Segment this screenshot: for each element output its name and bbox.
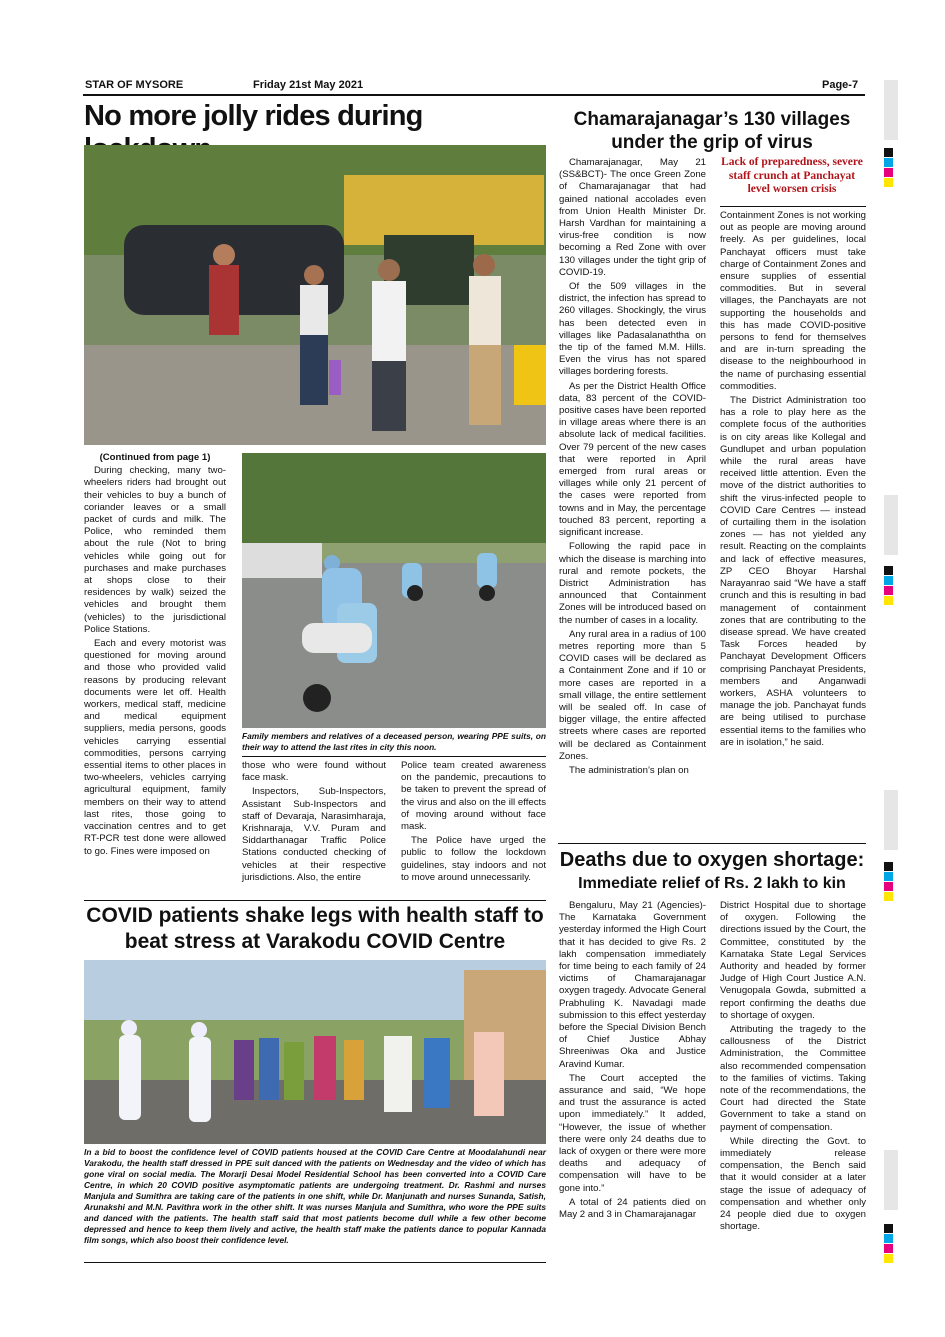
jolly-rides-col1 xyxy=(84,452,226,860)
page-number: Page-7 xyxy=(822,79,859,91)
paragraph: While directing the Govt. to immediately release compensation, the Bench said that it would consider at a later stage the issue of adequacy of compensation and whether only 24 people died due to oxygen shortage. xyxy=(720,1135,866,1233)
chamarajanagar-subhead: Lack of preparedness, severe staff crunch at Panchayat level worsen crisis xyxy=(721,156,863,195)
registration-cyan xyxy=(884,872,893,881)
ppe-riders-caption: Family members and relatives of a deceased person, wearing PPE suits, on their way to attend the last rites in city this noon. xyxy=(242,731,546,752)
headline-oxygen-deaths: Deaths due to oxygen shortage: xyxy=(559,849,865,871)
margin-gray-bar xyxy=(884,495,898,555)
section-rule xyxy=(558,843,866,844)
chamarajanagar-col2 xyxy=(720,210,866,751)
paragraph: As per the District Health Office data, 83 percent of the COVID-positive cases have been reported in village areas where there is an absolute lack of medical facilities. Over 79 percent of the new cases that were reported in April emerged from rural areas or villages while only 21 percent of the cases were reported from towns and in May, the percentage touched 83 percent, reporting a significant increase. xyxy=(559,380,706,539)
paragraph: The administration’s plan on xyxy=(569,764,689,776)
registration-yellow xyxy=(884,596,893,605)
paragraph: Attributing the tragedy to the callousness of the District Administration, the Committee also recommended compensation to the families of victims. Taking note of the recommendations, the Court had directed the State Government to take a stand on payment of compensation. xyxy=(720,1024,866,1133)
paragraph: Bengaluru, May 21 (Agencies)- The Karnataka Government yesterday informed the High Court that it has decided to give Rs. 2 lakh compensation immediately for time being to each family of 24 victims of Chamarajanagar oxygen tragedy. Advocate General Prabhuling K. Navadagi made submission to this effect yesterday before the Special Division Bench of Chief Justice Abhay Shreeniwas Oka and Justice Aravind Kumar. xyxy=(559,900,706,1070)
oxygen-col2 xyxy=(720,900,866,1235)
registration-black xyxy=(884,148,893,157)
paragraph: Of the 509 villages in the district, the infection has spread to 260 villages. Shockingly, the virus has been detected even in villages like Padasalanaththa on the tip of the famed M.M. Hills. Even the virus has not spared villages bordering forests. xyxy=(559,281,706,378)
registration-magenta xyxy=(884,168,893,177)
headline-chamarajanagar: Chamarajanagar’s 130 villages under the grip of virus xyxy=(573,109,851,153)
registration-cyan xyxy=(884,576,893,585)
registration-yellow xyxy=(884,178,893,187)
paragraph: Any rural area in a radius of 100 metres reporting more than 5 COVID cases will be declared as a Containment Zone and if 10 or more cases are reported in a small village, the entire settlement will be sealed off. In case of bigger village, the entire affected streets where cases are reported will be declared as Containment Zones. xyxy=(559,628,706,762)
chamarajanagar-col1 xyxy=(559,157,706,779)
traffic-checkpoint-photo xyxy=(84,145,546,445)
paragraph: those who were found without face mask. xyxy=(242,760,386,784)
paragraph: District Hospital due to shortage of oxygen. Following the directions issued by the Court, the Committee, constituted by the Karnataka State Legal Services Authority and headed by former Judge of High Court Justice A.N. Venugopala Gowda, submitted a report confirming the deaths due to shortage of oxygen. xyxy=(720,900,866,1021)
margin-gray-bar xyxy=(884,80,898,140)
margin-gray-bar xyxy=(884,790,898,850)
paper-name: STAR OF MYSORE xyxy=(85,79,184,91)
registration-magenta xyxy=(884,586,893,595)
covid-dance-caption: In a bid to boost the confidence level of COVID patients housed at the COVID Care Centre at Moodalahundi near Varakodu, the health staff dressed in PPE suit danced with the patients on Wednesday and the video of which has gone viral on social media. The Morarji Desai Model Residential School has been converted into a COVID Care Centre, in which 20 COVID positive asymptomatic patients are undergoing treatment. Dr. Rashmi and nurses Manjula and Sumithra are taking care of the patients in one shift, while Dr. Manjunath and nurses Sunanda, Satish, Arunakshi and M.N. Pavithra work in the other shift. It was nurses Manjula and Sumithra, who wore the PPE suits and danced with the patients. The health staff said that most patients become dull while a few other become depressed and hence to keep them lively and active, the health staff make the patients dance to popular Kannada film songs, which also boost their confidence level. xyxy=(84,1147,546,1245)
registration-yellow xyxy=(884,892,893,901)
headline-covid-dance: COVID patients shake legs with health staff to beat stress at Varakodu COVID Centre xyxy=(86,904,544,953)
continued-note: (Continued from page 1) xyxy=(99,452,211,463)
paragraph: Inspectors, Sub-Inspectors, Assistant Sub-Inspectors and staff of Devaraja, Narasimharaja, Krishnaraja, V.V. Puram and Siddarthanagar Traffic Police Stations conducted checking of vehicles at their respective jurisdictions. Also, the entire xyxy=(242,786,386,883)
paragraph: Chamarajanagar, May 21 (SS&BCT)- The once Green Zone of Chamarajanagar that had gained national accolades even from Union Health Minister Dr. Harsh Vardhan for maintaining a virus-free condition is now becoming a Red Zone with over 130 villages under the tight grip of COVID-19. xyxy=(559,157,706,278)
oxygen-col1 xyxy=(559,900,706,1223)
ppe-riders-photo xyxy=(242,453,546,728)
registration-black xyxy=(884,566,893,575)
section-rule xyxy=(84,900,546,901)
margin-gray-bar xyxy=(884,1150,898,1210)
paragraph: The Police have urged the public to follow the lockdown guidelines, stay indoors and not to move around unnecessarily. xyxy=(401,835,546,883)
paragraph: Following the rapid pace in which the disease is marching into rural and remote pockets, the District Administration has announced that Containment Zones will be introduced based on the number of cases in a locality. xyxy=(559,541,706,626)
covid-dance-photo xyxy=(84,960,546,1144)
caption-rule xyxy=(242,756,546,757)
subhead-rule xyxy=(720,206,866,207)
registration-magenta xyxy=(884,882,893,891)
jolly-rides-col2 xyxy=(242,760,386,886)
paragraph: Each and every motorist was questioned for moving around and those who provided valid reasons by producing relevant documents were let off. Health workers, medical staff, medicine and medical equipment suppliers, media persons, goods vehicles carrying essential commodities, persons carrying essential items to other places in two-wheelers, vehicles carrying agricultural equipment, family members on their way to attend last rites, those going to vaccination centres and to get RT-PCR test done were allowed to go. Fines were imposed on xyxy=(84,638,226,857)
oxygen-subhead: Immediate relief of Rs. 2 lakh to kin xyxy=(578,875,846,892)
headline-jolly-rides: No more jolly rides during xyxy=(84,100,423,132)
caption-rule xyxy=(84,1262,546,1263)
paragraph: Containment Zones is not working out as people are moving around freely. As per guidelines, local Panchayat officers must take charge of Containment Zones and ensure supplies of essential commodities. But in several villages, the Panchayats are not supporting the households and this has made COVID-positive persons to fend for themselves and are in-turn spreading the disease to the neighbourhood in the name of purchasing essential commodities. xyxy=(720,210,866,392)
registration-yellow xyxy=(884,1254,893,1263)
masthead-rule xyxy=(83,94,865,96)
registration-black xyxy=(884,1224,893,1233)
issue-date: Friday 21st May 2021 xyxy=(253,79,364,91)
paragraph: A total of 24 patients died on May 2 and 3 in Chamarajanagar xyxy=(559,1196,706,1221)
registration-cyan xyxy=(884,1234,893,1243)
registration-cyan xyxy=(884,158,893,167)
jolly-rides-col3 xyxy=(401,760,546,886)
paragraph: The Court accepted the assurance and said, “We hope and trust the assurance is acted upon immediately.” It added, “However, the issue of whether there were only 24 deaths due to lack of oxygen or there were more deaths and adequacy of compensation will have to be gone into.” xyxy=(559,1072,706,1194)
paragraph: Police team created awareness on the pandemic, precautions to be taken to prevent the spread of the virus and also on the ill effects of moving around without face mask. xyxy=(401,760,546,833)
paragraph: During checking, many two-wheelers riders had brought out their vehicles to buy a bunch of coriander leaves or a small packet of curds and milk. The Police, who reminded them about the rule (Not to bring vehicles while going out for purchases and make purchases at shops close to their residences by walk) seized the vehicles and brought them (vehicles) to the jurisdictional Police Stations. xyxy=(84,465,226,635)
registration-black xyxy=(884,862,893,871)
registration-magenta xyxy=(884,1244,893,1253)
paragraph: The District Administration too has a role to play here as the complete focus of the authorities is on city areas like Kollegal and Gundlupet and urban population while the rural areas have received little attention. Even the move of the district authorities to shift the virus-infected people to COVID Care Centres — instead of curtailing them in the isolation zones — has not yielded any result. Reacting on the complaints and lack of effective measures, ZP CEO Bhoyar Harshal Narayanrao said “We have a staff crunch and this is resulting in bad management of containment zones that are contributing to the disease spread. We have created Task Forces headed by Panchayat Development Officers comprising Panchayat Presidents, members and Anganwadi workers, ASHA volunteers to manage the job. Panchayat funds are being utilised to purchase essential items to the families who are in isolation,” he said. xyxy=(720,395,866,748)
